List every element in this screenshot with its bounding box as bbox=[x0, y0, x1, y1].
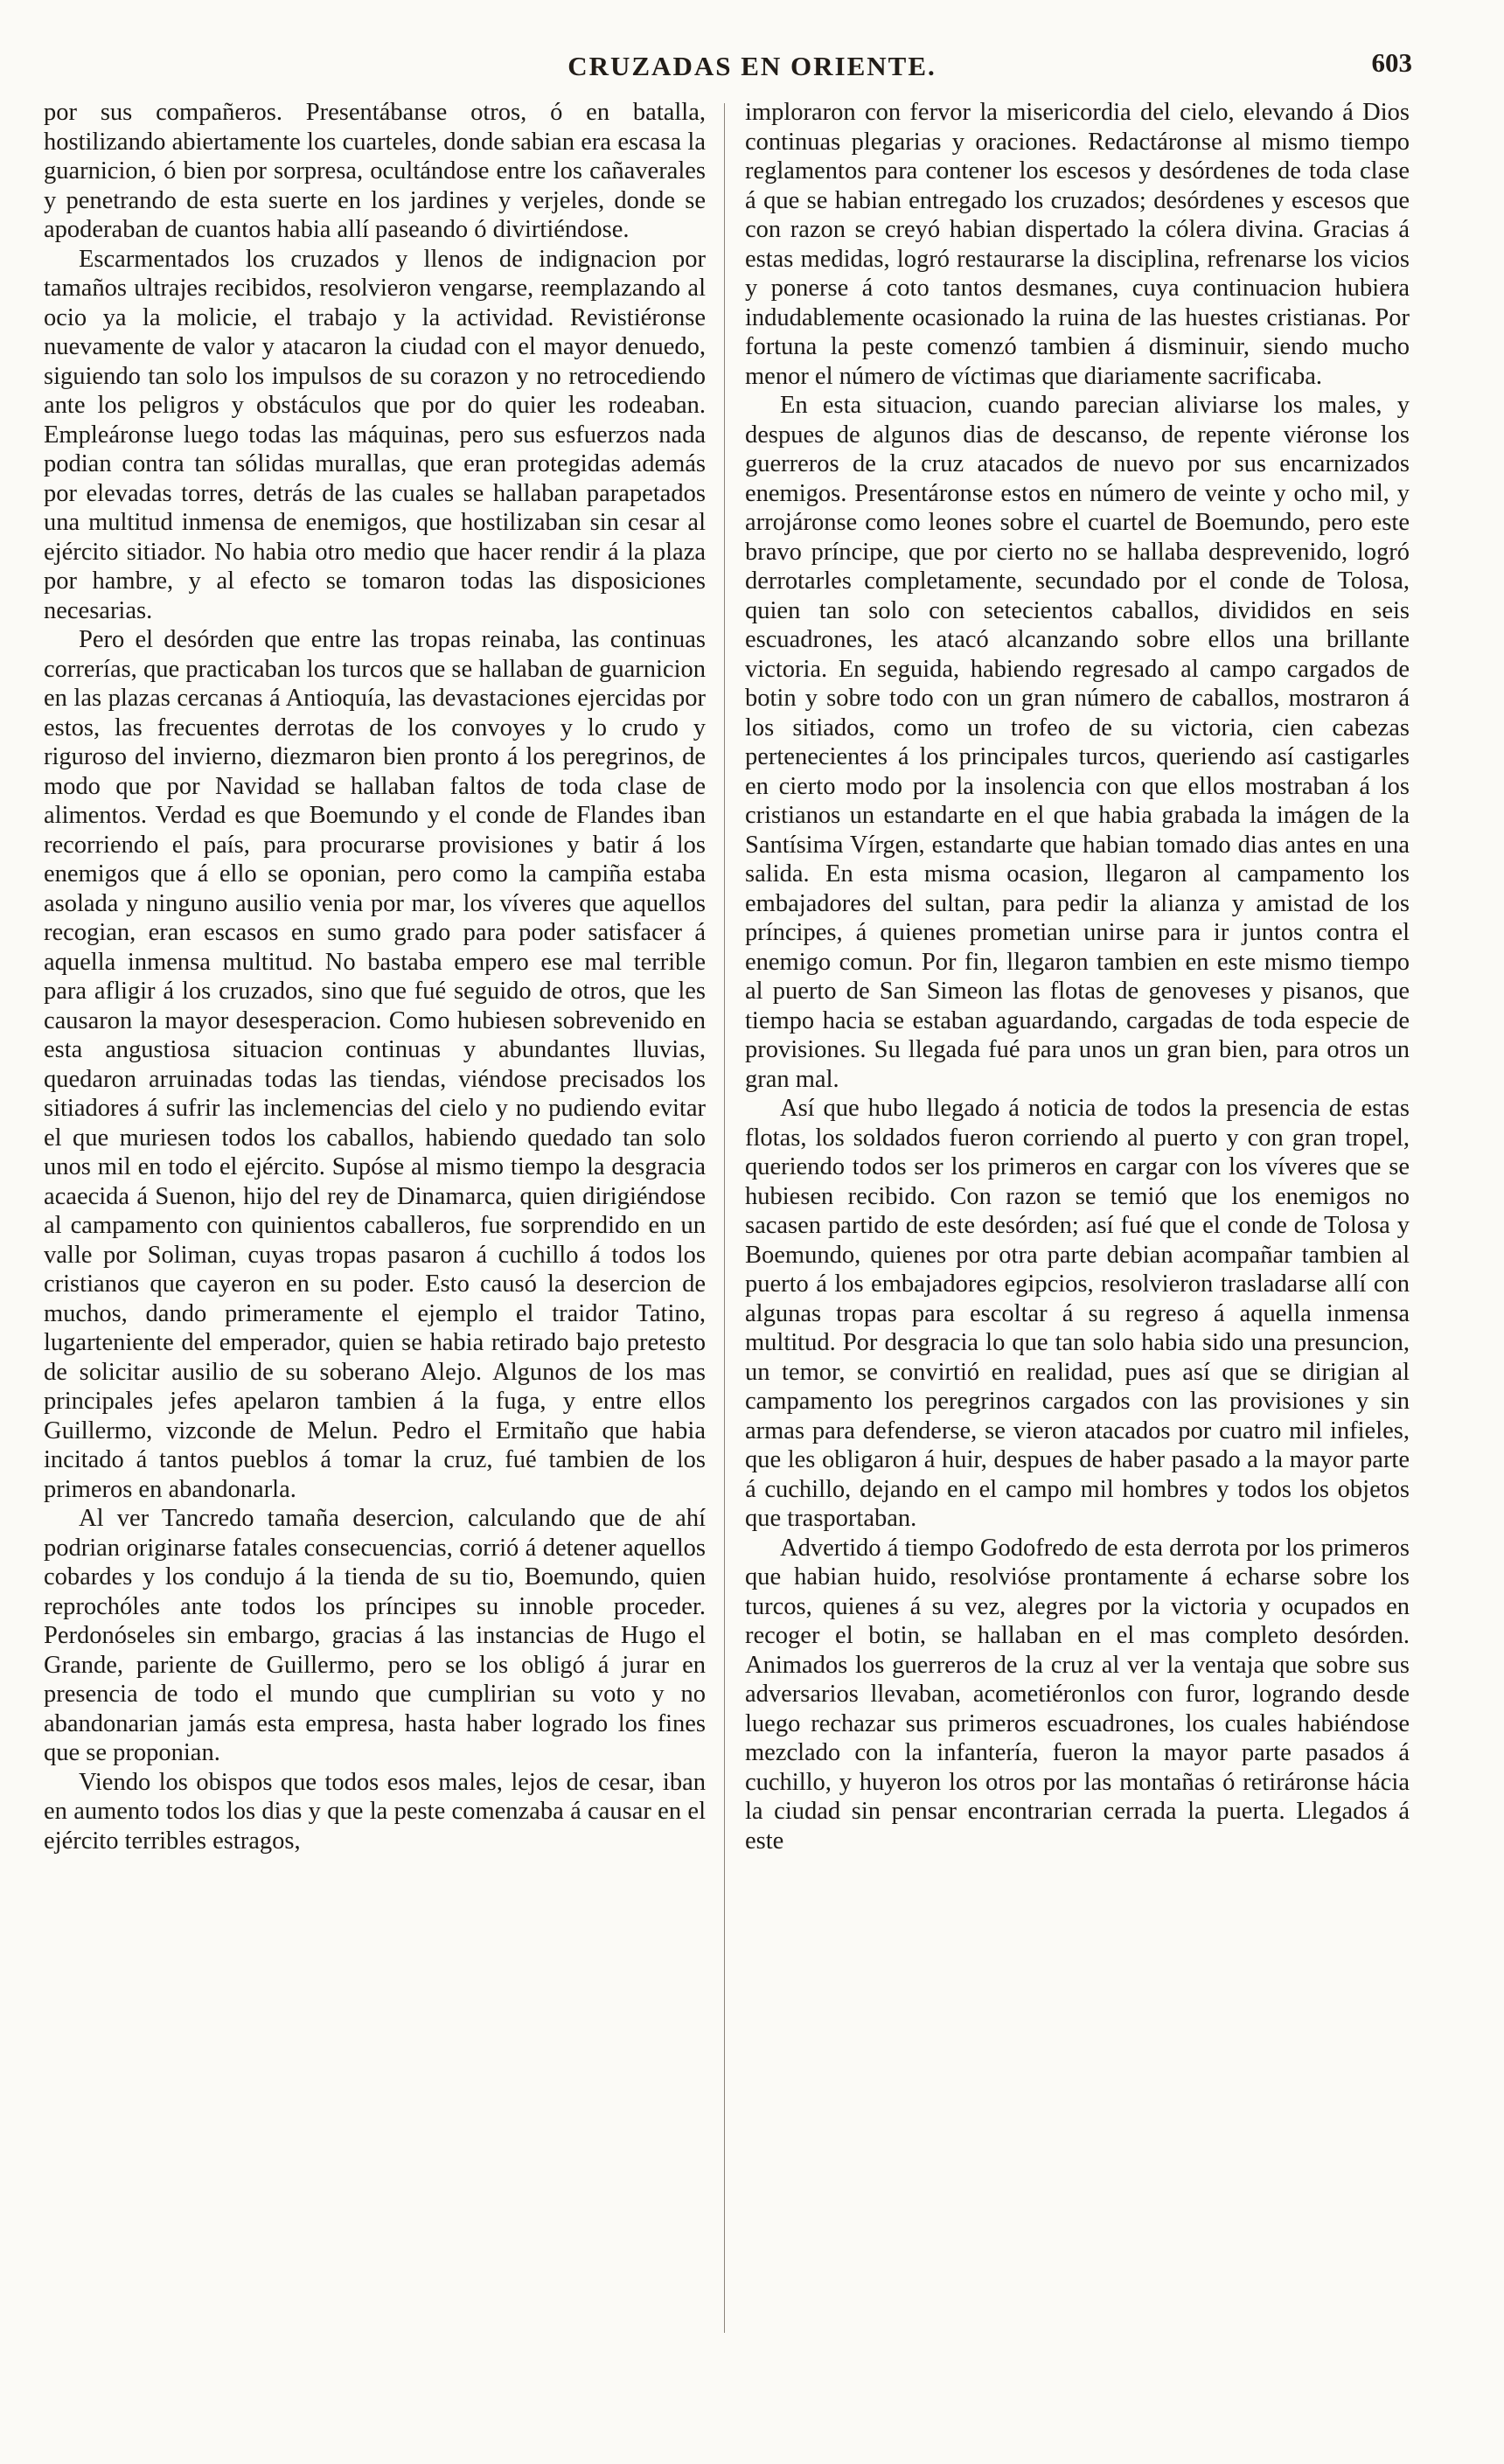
left-column bbox=[44, 98, 706, 2371]
page-number: 603 bbox=[1371, 47, 1412, 78]
running-title: CRUZADAS EN ORIENTE. bbox=[567, 51, 937, 81]
column-divider bbox=[724, 103, 725, 2333]
running-header bbox=[0, 47, 1504, 91]
paragraph: por sus compañeros. Presentábanse otros, ó en batalla, hostilizando abiertamente los cuarteles, donde sabian era escasa la guarnicion, ó bien por sorpresa, ocultándose entre los cañaverales y penetrando de esta suerte en los jardines y verjeles, donde se apoderaban de cuantos habia allí paseando ó divirtiéndose. bbox=[44, 99, 706, 243]
right-column bbox=[745, 98, 1410, 2371]
paragraph: Escarmentados los cruzados y llenos de indignacion por tamaños ultrajes recibidos, resolvieron vengarse, reemplazando al ocio ya la molicie, el trabajo y la actividad. Revistiéronse nuevamente de valor y atacaron la ciudad con el mayor denuedo, siguiendo tan solo los impulsos de su corazon y no retrocediendo ante los peligros y obstáculos que por do quier les rodeaban. Empleáronse luego todas las máquinas, pero sus esfuerzos nada podian contra tan sólidas murallas, que eran protegidas además por elevadas torres, detrás de las cuales se hallaban parapetados una multitud inmensa de enemigos, que hostilizaban sin cesar al ejército sitiador. No habia otro medio que hacer rendir á la plaza por hambre, y al efecto se tomaron todas las disposiciones necesarias. bbox=[44, 245, 706, 624]
paragraph: Al ver Tancredo tamaña desercion, calculando que de ahí podrian originarse fatales consecuencias, corrió á detener aquellos cobardes y los condujo á la tienda de su tio, Boemundo, quien reprochóles ante todos los príncipes su innoble proceder. Perdonóseles sin embargo, gracias á las instancias de Hugo el Grande, pariente de Guillermo, pero se los obligó á jurar en presencia de todo el mundo que cumplirian su voto y no abandonarian jamás esta empresa, hasta haber logrado los fines que se proponian. bbox=[44, 1505, 706, 1766]
paragraph: Viendo los obispos que todos esos males, lejos de cesar, iban en aumento todos los dias y que la peste comenzaba á causar en el ejército terribles estragos, bbox=[44, 1768, 706, 1855]
paragraph: En esta situacion, cuando parecian aliviarse los males, y despues de algunos dias de descanso, de repente viéronse los guerreros de la cruz atacados de nuevo por sus encarnizados enemigos. Presentáronse estos en número de veinte y ocho mil, y arrojáronse como leones sobre el cuartel de Boemundo, pero este bravo príncipe, que por cierto no se hallaba desprevenido, logró derrotarles completamente, secundado por el conde de Tolosa, quien tan solo con setecientos caballos, divididos en seis escuadrones, les atacó alcanzando sobre ellos una brillante victoria. En seguida, habiendo regresado al campo cargados de botin y sobre todo con un gran número de caballos, mostraron á los sitiados, como un trofeo de su victoria, cien cabezas pertenecientes á los principales turcos, queriendo así castigarles en cierto modo por la insolencia con que ellos mostraban á los cristianos un estandarte en el que habia grabada la imágen de la Santísima Vírgen, estandarte que habian tomado dias antes en una salida. En esta misma ocasion, llegaron al campamento los embajadores del sultan, para pedir la alianza y amistad de los príncipes, á quienes prometian unirse para ir juntos contra el enemigo comun. Por fin, llegaron tambien en este mismo tiempo al puerto de San Simeon las flotas de genoveses y pisanos, que tiempo hacia se estaban aguardando, cargadas de toda especie de provisiones. Su llegada fué para unos un gran bien, para otros un gran mal. bbox=[745, 392, 1410, 1093]
paragraph: Advertido á tiempo Godofredo de esta derrota por los primeros que habian huido, resolvióse prontamente á echarse sobre los turcos, quienes á su vez, alegres por la victoria y ocupados en recoger el botin, se hallaban en el mas completo desórden. Animados los guerreros de la cruz al ver la ventaja que sobre sus adversarios llevaban, acometiéronlos con furor, logrando desde luego rechazar sus primeros escuadrones, los cuales habiéndose mezclado con la infantería, fueron la mayor parte pasados á cuchillo, y huyeron los otros por las montañas ó retiráronse hácia la ciudad sin pensar encontrarian cerrada la puerta. Llegados á este bbox=[745, 1534, 1410, 1855]
paragraph: Así que hubo llegado á noticia de todos la presencia de estas flotas, los soldados fueron corriendo al puerto y con gran tropel, queriendo todos ser los primeros en cargar con los víveres que se hubiesen recibido. Con razon se temió que los enemigos no sacasen partido de este desórden; así fué que el conde de Tolosa y Boemundo, quienes por otra parte debian acompañar tambien al puerto á los embajadores egipcios, resolvieron trasladarse allí con algunas tropas para escoltar á su regreso á aquella inmensa multitud. Por desgracia lo que tan solo habia sido una presuncion, un temor, se convirtió en realidad, pues así que se dirigian al campamento los peregrinos cargados con las provisiones y sin armas para defenderse, se vieron atacados por cuatro mil infieles, que les obligaron á huir, despues de haber pasado a la mayor parte á cuchillo, dejando en el campo mil hombres y todos los objetos que trasportaban. bbox=[745, 1095, 1410, 1532]
paragraph: Pero el desórden que entre las tropas reinaba, las continuas correrías, que practicaban los turcos que se hallaban de guarnicion en las plazas cercanas á Antioquía, las devastaciones ejercidas por estos, las frecuentes derrotas de los convoyes y lo crudo y riguroso del invierno, diezmaron bien pronto á los peregrinos, de modo que por Navidad se hallaban faltos de toda clase de alimentos. Verdad es que Boemundo y el conde de Flandes iban recorriendo el país, para procurarse provisiones y batir á los enemigos que á ello se oponian, pero como la campiña estaba asolada y ninguno ausilio venia por mar, los víveres que aquellos recogian, eran escasos en sumo grado para poder satisfacer á aquella inmensa multitud. No bastaba empero ese mal terrible para afligir á los cruzados, sino que fué seguido de otros, que les causaron la mayor desesperacion. Como hubiesen sobrevenido en esta angustiosa situacion continuas y abundantes lluvias, quedaron arruinadas todas las tiendas, viéndose precisados los sitiadores á sufrir las inclemencias del cielo y no pudiendo evitar el que muriesen todos los caballos, habiendo quedado tan solo unos mil en todo el ejército. Supóse al mismo tiempo la desgracia acaecida á Suenon, hijo del rey de Dinamarca, quien dirigiéndose al campamento con quinientos caballeros, fue sorprendido en un valle por Soliman, cuyas tropas pasaron á cuchillo á todos los cristianos que cayeron en su poder. Esto causó la desercion de muchos, dando primeramente el ejemplo el traidor Tatino, lugarteniente del emperador, quien se habia retirado bajo pretesto de solicitar ausilio de su soberano Alejo. Algunos de los mas principales jefes apelaron tambien á la fuga, y entre ellos Guillermo, vizconde de Melun. Pedro el Ermitaño que habia incitado á tantos pueblos á tomar la cruz, fué tambien de los primeros en abandonarla. bbox=[44, 626, 706, 1503]
paragraph: imploraron con fervor la misericordia del cielo, elevando á Dios continuas plegarias y oraciones. Redactáronse al mismo tiempo reglamentos para contener los escesos y desórdenes de toda clase á que se habian entregado los cruzados; desórdenes y escesos que con razon se creyó habian dispertado la cólera divina. Gracias á estas medidas, logró restaurarse la disciplina, refrenarse los vicios y ponerse á coto tantos desmanes, cuya continuacion hubiera indudablemente ocasionado la ruina de las huestes cristianas. Por fortuna la peste comenzó tambien á disminuir, siendo mucho menor el número de víctimas que diariamente sacrificaba. bbox=[745, 99, 1410, 390]
